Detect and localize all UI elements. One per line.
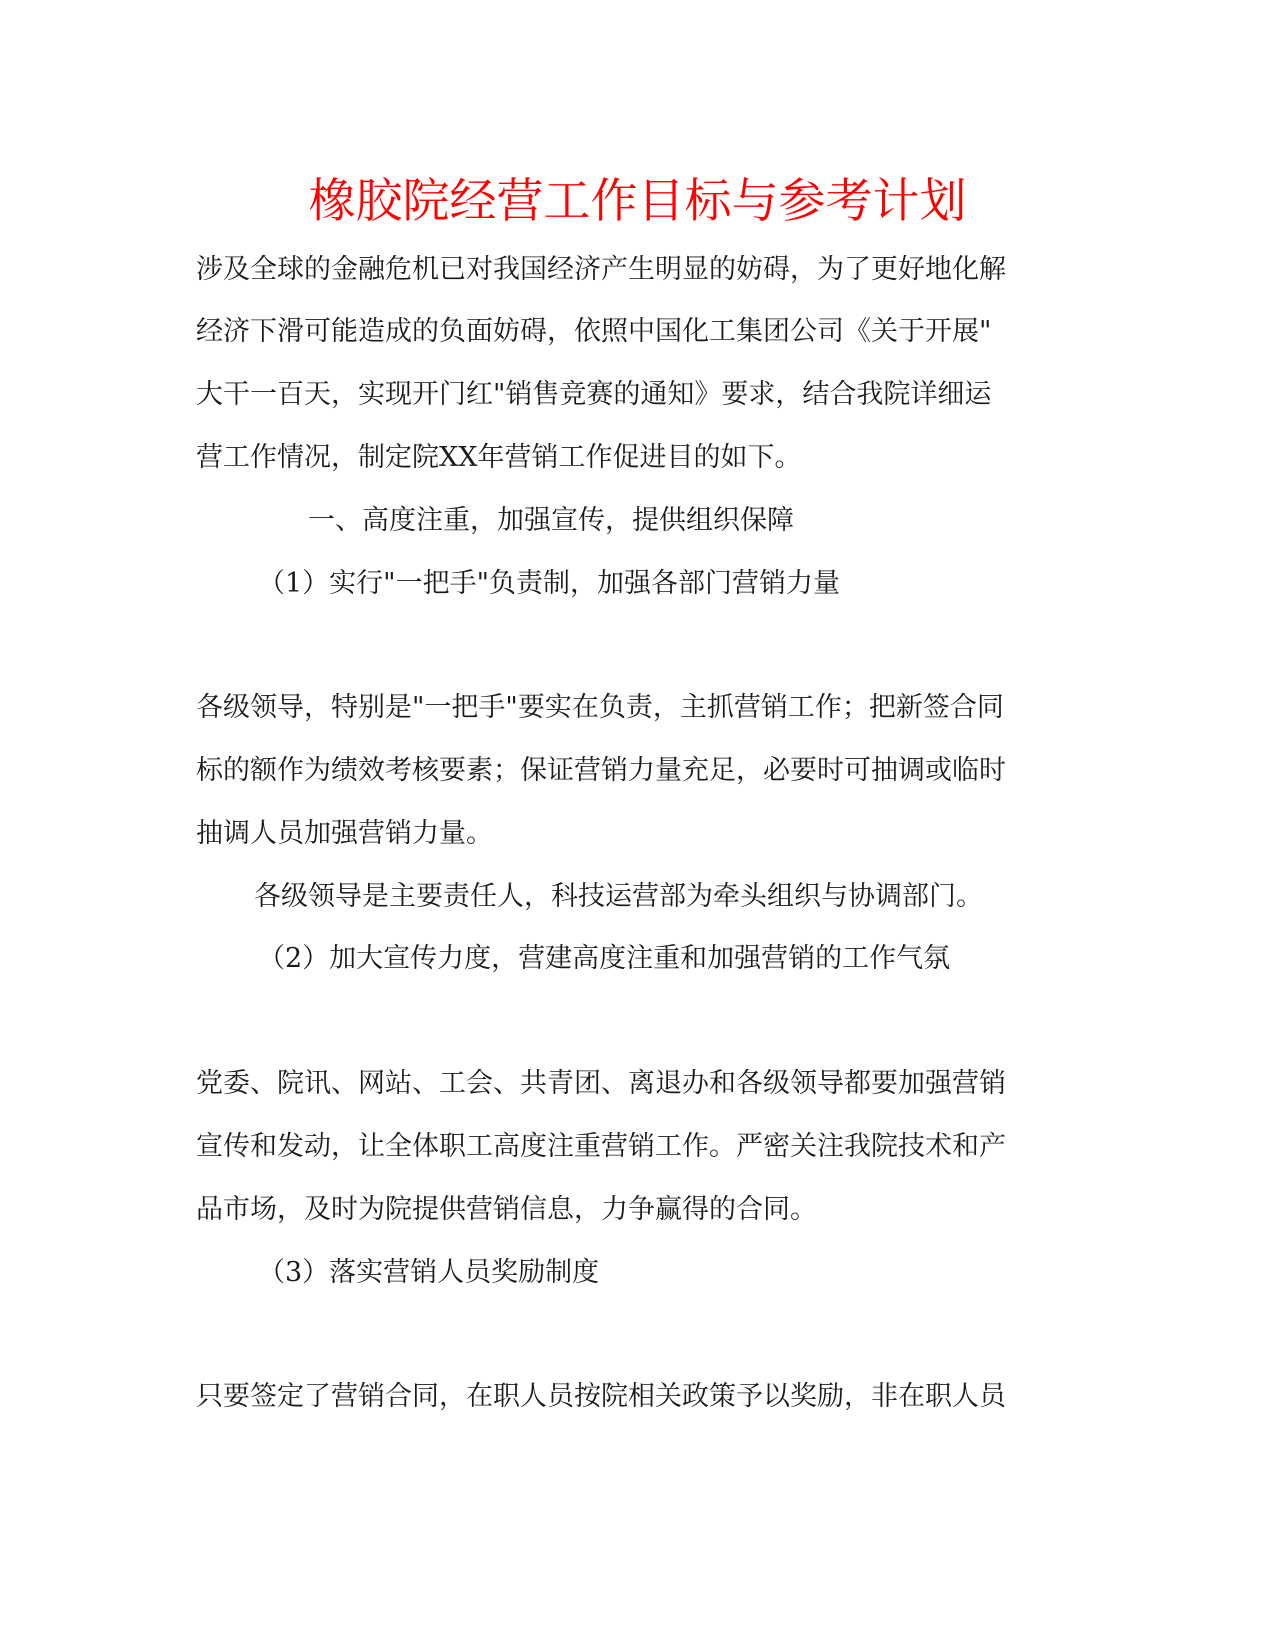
intro-line-4: 营工作情况，制定院XX年营销工作促进目的如下。 xyxy=(196,442,802,473)
intro-line-2: 经济下滑可能造成的负面妨碍，依照中国化工集团公司《关于开展" xyxy=(196,316,992,347)
document-title: 橡胶院经营工作目标与参考计划 xyxy=(308,174,967,229)
subsection2-line-2: 宣传和发动，让全体职工高度注重营销工作。严密关注我院技术和产 xyxy=(196,1131,1006,1162)
subsection3-heading: （3）落实营销人员奖励制度 xyxy=(258,1257,600,1288)
intro-line-3: 大干一百天，实现开门红"销售竞赛的通知》要求，结合我院详细运 xyxy=(196,379,992,410)
subsection1-note: 各级领导是主要责任人，科技运营部为牵头组织与协调部门。 xyxy=(254,881,983,912)
subsection2-heading: （2）加大宣传力度，营建高度注重和加强营销的工作气氛 xyxy=(258,943,951,974)
subsection3-line-1: 只要签定了营销合同，在职人员按院相关政策予以奖励，非在职人员 xyxy=(196,1381,1006,1412)
intro-line-1: 涉及全球的金融危机已对我国经济产生明显的妨碍，为了更好地化解 xyxy=(196,254,1006,285)
subsection2-line-1: 党委、院讯、网站、工会、共青团、离退办和各级领导都要加强营销 xyxy=(196,1068,1006,1099)
subsection2-line-3: 品市场，及时为院提供营销信息，力争赢得的合同。 xyxy=(196,1194,817,1225)
section1-heading: 一、高度注重，加强宣传，提供组织保障 xyxy=(308,505,794,536)
subsection1-line-2: 标的额作为绩效考核要素；保证营销力量充足，必要时可抽调或临时 xyxy=(196,755,1006,786)
subsection1-heading: （1）实行"一把手"负责制，加强各部门营销力量 xyxy=(258,568,841,599)
subsection1-line-1: 各级领导，特别是"一把手"要实在负责，主抓营销工作；把新签合同 xyxy=(196,692,1004,723)
subsection1-line-3: 抽调人员加强营销力量。 xyxy=(196,818,493,849)
